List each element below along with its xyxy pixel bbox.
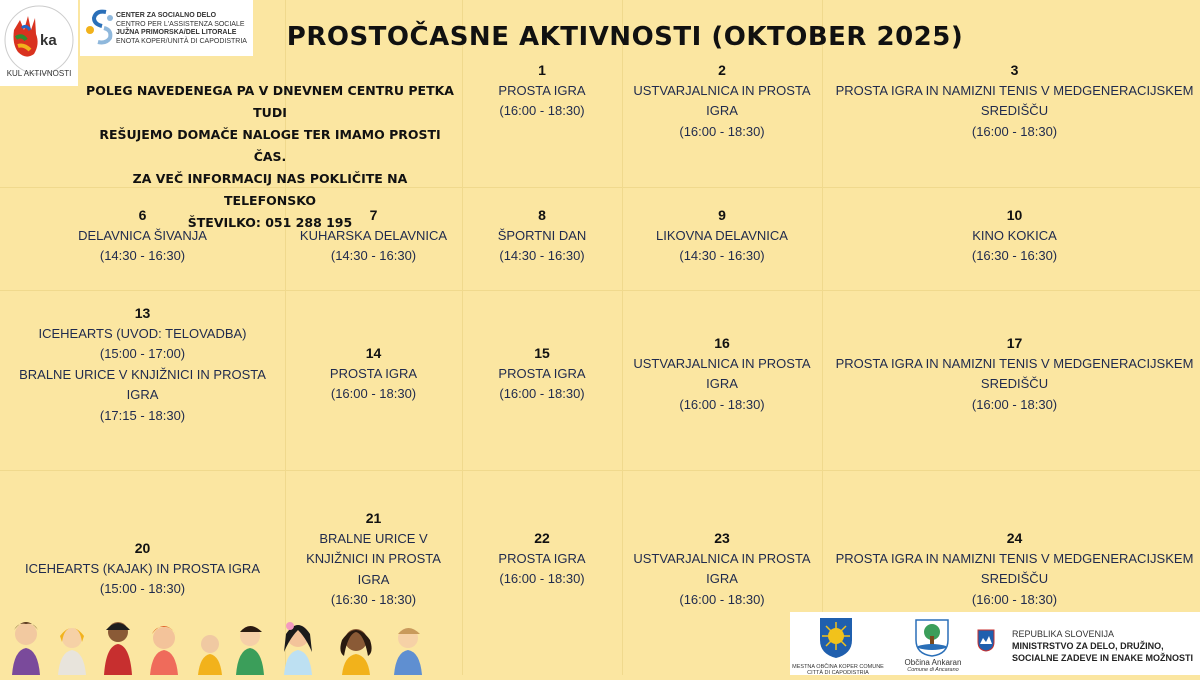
day-cell <box>285 343 462 405</box>
day-number: 3 <box>1010 62 1019 78</box>
csd-logo <box>80 0 253 56</box>
day-cell <box>622 528 822 610</box>
day-cell <box>0 303 285 426</box>
activity-time: (17:15 - 18:30) <box>99 407 186 423</box>
day-number: 20 <box>134 540 151 556</box>
activity-text: IGRA <box>706 103 738 118</box>
intro-line: ŠTEVILKO: 051 288 195 <box>187 215 353 230</box>
activity-time: (16:00 - 18:30) <box>971 591 1058 607</box>
day-number: 15 <box>534 345 550 361</box>
slovenia-coat-of-arms-icon <box>976 628 996 652</box>
ankaran-coat-of-arms-icon <box>914 618 950 658</box>
grid-line <box>0 470 1200 471</box>
intro-line: ZA VEČ INFORMACIJ NAS POKLIČITE NA TELEFONSKO <box>132 171 408 208</box>
csd-symbol-icon <box>82 4 118 54</box>
day-cell <box>462 343 622 405</box>
ministry-line: MINISTRSTVO ZA DELO, DRUŽINO, <box>1012 641 1164 651</box>
activity-text: ICEHEARTS (UVOD: TELOVADBA) <box>38 325 247 341</box>
activity-time: (16:00 - 18:30) <box>330 386 417 401</box>
activity-time: (16:00 - 18:30) <box>499 103 585 118</box>
day-number: 23 <box>714 530 730 546</box>
page-title: PROSTOČASNE AKTIVNOSTI (OKTOBER 2025) <box>286 22 964 52</box>
activity-text: KNJIŽNICI IN PROSTA <box>306 551 441 566</box>
day-cell <box>285 508 462 611</box>
day-cell <box>822 528 1200 610</box>
activity-text: USTVARJALNICA IN PROSTA <box>633 82 811 98</box>
activity-text: IGRA <box>706 571 738 586</box>
activity-text: PROSTA IGRA <box>498 82 586 98</box>
activity-time: (16:00 - 18:30) <box>499 386 585 401</box>
ankaran-caption: Občina Ankaran <box>904 658 962 667</box>
day-cell <box>0 538 285 600</box>
day-cell <box>462 205 622 267</box>
day-number: 2 <box>718 62 726 78</box>
kul-aktivnosti-logo <box>0 0 78 86</box>
activity-text: ICEHEARTS (KAJAK) IN PROSTA IGRA <box>24 560 260 576</box>
koper-coat-of-arms-icon <box>816 616 856 660</box>
activity-text: IGRA <box>357 571 390 587</box>
intro-line: POLEG NAVEDENEGA PA V DNEVNEM CENTRU PETKA TUDI <box>86 83 454 120</box>
day-number: 10 <box>1006 207 1023 223</box>
activity-text: PROSTA IGRA <box>498 365 586 381</box>
children-illustration <box>0 612 450 675</box>
day-number: 21 <box>365 510 382 526</box>
activity-time: (16:00 - 18:30) <box>971 123 1058 139</box>
activity-time: (16:30 - 18:30) <box>330 592 417 607</box>
activity-text: SREDIŠČU <box>980 376 1049 391</box>
activity-text: SREDIŠČU <box>980 103 1049 118</box>
activity-text: SREDIŠČU <box>980 571 1049 586</box>
grid-line <box>0 290 1200 291</box>
csd-line: CENTRO PER L'ASSISTENZA SOCIALE <box>116 20 245 28</box>
activity-text: PROSTA IGRA IN NAMIZNI TENIS V MEDGENERACIJSKEM <box>835 355 1194 371</box>
csd-line: JUŽNA PRIMORSKA/DEL LITORALE <box>116 29 237 36</box>
activity-text: USTVARJALNICA IN PROSTA <box>633 550 811 566</box>
activity-time: (15:00 - 17:00) <box>99 346 186 361</box>
day-number: 6 <box>138 207 147 223</box>
day-number: 22 <box>534 530 550 546</box>
activity-text: KUHARSKA DELAVNICA <box>299 227 448 243</box>
csd-line: ENOTA KOPER/UNITÀ DI CAPODISTRIA <box>116 37 247 45</box>
day-cell <box>822 205 1200 267</box>
day-cell <box>462 528 622 590</box>
day-cell <box>622 205 822 267</box>
day-cell <box>822 60 1200 142</box>
republic-label: REPUBLIKA SLOVENIJA <box>1012 629 1115 639</box>
day-number: 9 <box>718 207 726 223</box>
activity-text: DELAVNICA ŠIVANJA <box>78 227 207 243</box>
day-cell <box>462 60 622 122</box>
activity-text: IGRA <box>126 387 159 402</box>
day-number: 1 <box>538 62 546 78</box>
activity-time: (14:30 - 16:30) <box>330 248 417 263</box>
activity-text: ŠPORTNI DAN <box>497 227 587 243</box>
activity-text: PROSTA IGRA <box>329 365 418 381</box>
activity-time: (14:30 - 16:30) <box>499 248 585 263</box>
activity-time: (16:00 - 18:30) <box>499 571 585 586</box>
activity-text: BRALNE URICE V <box>319 530 428 546</box>
child-figure-icon <box>12 622 422 675</box>
day-cell <box>0 205 285 267</box>
activity-time: (16:00 - 18:30) <box>679 396 765 412</box>
activity-text: BRALNE URICE V KNJIŽNICI IN PROSTA <box>19 366 266 382</box>
activity-time: (14:30 - 16:30) <box>679 248 765 263</box>
day-cell <box>622 333 822 415</box>
day-cell <box>822 333 1200 415</box>
activity-time: (15:00 - 18:30) <box>99 581 186 596</box>
day-number: 7 <box>369 207 378 223</box>
day-cell <box>285 205 462 267</box>
activity-time: (16:00 - 18:30) <box>679 123 765 139</box>
day-number: 17 <box>1006 335 1023 351</box>
activity-text: LIKOVNA DELAVNICA <box>656 227 788 243</box>
activity-text: IGRA <box>706 376 738 391</box>
activity-text: PROSTA IGRA <box>498 550 586 566</box>
activity-time: (16:00 - 18:30) <box>679 591 765 607</box>
koper-caption: MESTNA OBČINA KOPER COMUNE CITTÀ DI CAPODISTRIA <box>792 664 884 676</box>
day-cell <box>622 60 822 142</box>
intro-line: REŠUJEMO DOMAČE NALOGE TER IMAMO PROSTI ČAS. <box>99 127 441 164</box>
day-number: 24 <box>1006 530 1023 546</box>
day-number: 8 <box>538 207 546 223</box>
day-number: 13 <box>134 305 151 321</box>
day-number: 14 <box>365 345 382 361</box>
day-number: 16 <box>714 335 730 351</box>
ka-logo-caption: KUL AKTIVNOSTI <box>6 69 72 78</box>
activity-time: (16:30 - 16:30) <box>971 248 1058 263</box>
csd-line: CENTER ZA SOCIALNO DELO <box>116 12 217 19</box>
activity-text: USTVARJALNICA IN PROSTA <box>633 355 811 371</box>
activity-time: (16:00 - 18:30) <box>971 396 1058 412</box>
activity-text: KINO KOKICA <box>972 227 1057 243</box>
activity-text: PROSTA IGRA IN NAMIZNI TENIS V MEDGENERACIJSKEM <box>835 550 1194 566</box>
ministry-line: SOCIALNE ZADEVE IN ENAKE MOŽNOSTI <box>1012 653 1194 663</box>
activity-time: (14:30 - 16:30) <box>99 248 186 263</box>
sponsor-logos <box>790 612 1200 675</box>
ankaran-subcaption: Comune di Ancarano <box>907 667 959 673</box>
ka-logo-text: ka <box>40 32 57 49</box>
activity-text: PROSTA IGRA IN NAMIZNI TENIS V MEDGENERACIJSKEM <box>835 82 1194 98</box>
